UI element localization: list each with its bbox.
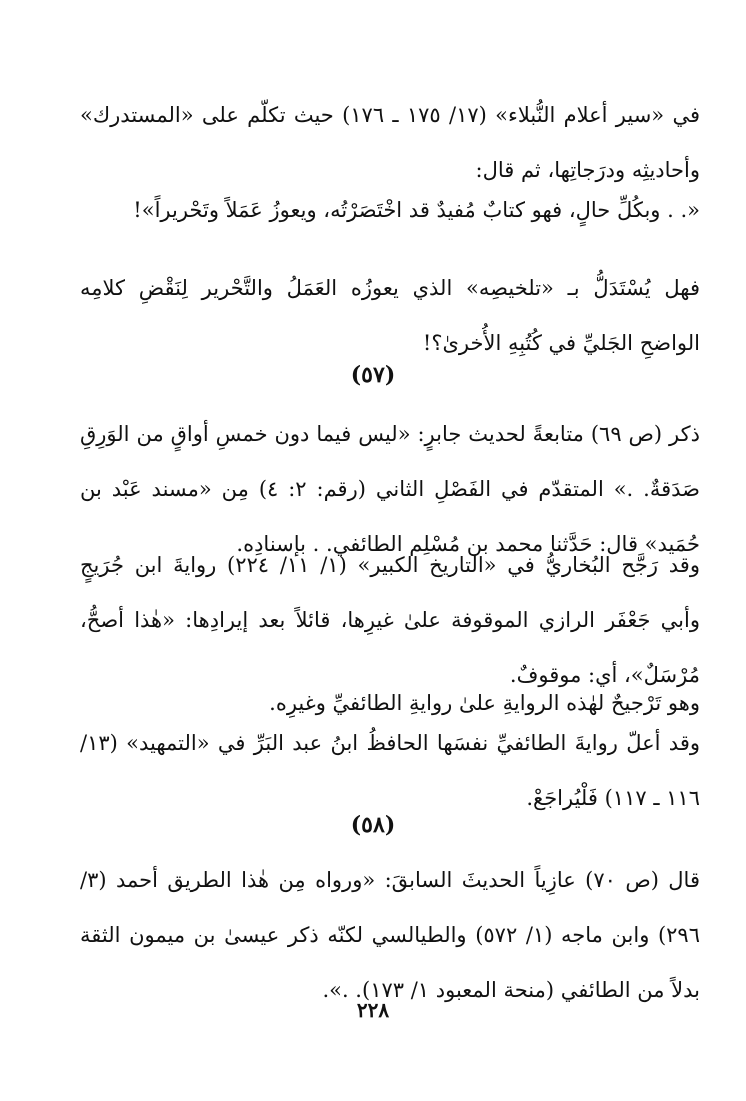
paragraph-siyar: في «سير أعلام النُّبلاء» (١٧/ ١٧٥ ـ ١٧٦) حيث تكلّم على «المستدرك» وأحاديثِه ودرَجاتِها، ثم قال:	[80, 103, 700, 182]
paragraph-jabir-hadith: ذكر (ص ٦٩) متابعةً لحديث جابرٍ: «ليس فيما دون خمسِ أواقٍ من الوَرِقِ صَدَقةٌ. .» المتقدّم في الفَصْلِ الثاني (رقم: ٢: ٤) مِن «مسند عَبْد بن حُمَيد» قال: حَدَّثنا محمد بن مُسْلِم الطائفي. . بإسنادِه.	[80, 422, 700, 556]
page-number: ٢٢٨	[356, 998, 390, 1022]
paragraph-question: فهل يُسْتَدَلُّ بـ «تلخيصِه» الذي يعوزُه العَمَلُ والتَّحْرير لِنَقْضِ كلامِه الواضحِ الجَليِّ في كُتُبِهِ الأُخرىٰ؟!	[80, 276, 700, 355]
paragraph-previous-hadith: قال (ص ٧٠) عازِياً الحديثَ السابقَ: «ورواه مِن هٰذا الطريق أحمد (٣/ ٢٩٦) وابن ماجه (١/ ٥٧٢) والطيالسي لكنّه ذكر عيسىٰ بن ميمون الثقة بدلاً من الطائفي (منحة المعبود ١/ ١٧٣). .».	[80, 868, 700, 1002]
paragraph-ibn-abd-al-barr: وقد أعلّ روايةَ الطائفيِّ نفسَها الحافظُ ابنُ عبد البَرِّ في «التمهيد» (١٣/ ١١٦ ـ ١١٧) فَلْيُراجَعْ.	[80, 731, 700, 810]
paragraph-bukhari-tarjih: وقد رَجَّح البُخاريُّ في «التاريخ الكبير» (١/ ١١/ ٢٢٤) روايةَ ابن جُرَيجٍ وأبي جَعْفَر الرازي الموقوفة علىٰ غيرِها، قائلاً بعد إيرادِها: «هٰذا أصحُّ، مُرْسَلٌ»، أي: موقوفٌ.	[80, 553, 700, 687]
section-heading-57: (٥٧)	[350, 362, 396, 388]
paragraph-tarjih-note: وهو تَرْجيحٌ لهٰذه الروايةِ علىٰ روايةِ الطائفيِّ وغيرِه.	[269, 691, 700, 715]
section-heading-58: (٥٨)	[350, 812, 396, 838]
paragraph-quote-talkhis: «. . وبكُلِّ حالٍ، فهو كتابٌ مُفيدٌ قد اخْتَصَرْتُه، ويعوزُ عَمَلاً وتَحْريراً»!	[133, 198, 700, 222]
